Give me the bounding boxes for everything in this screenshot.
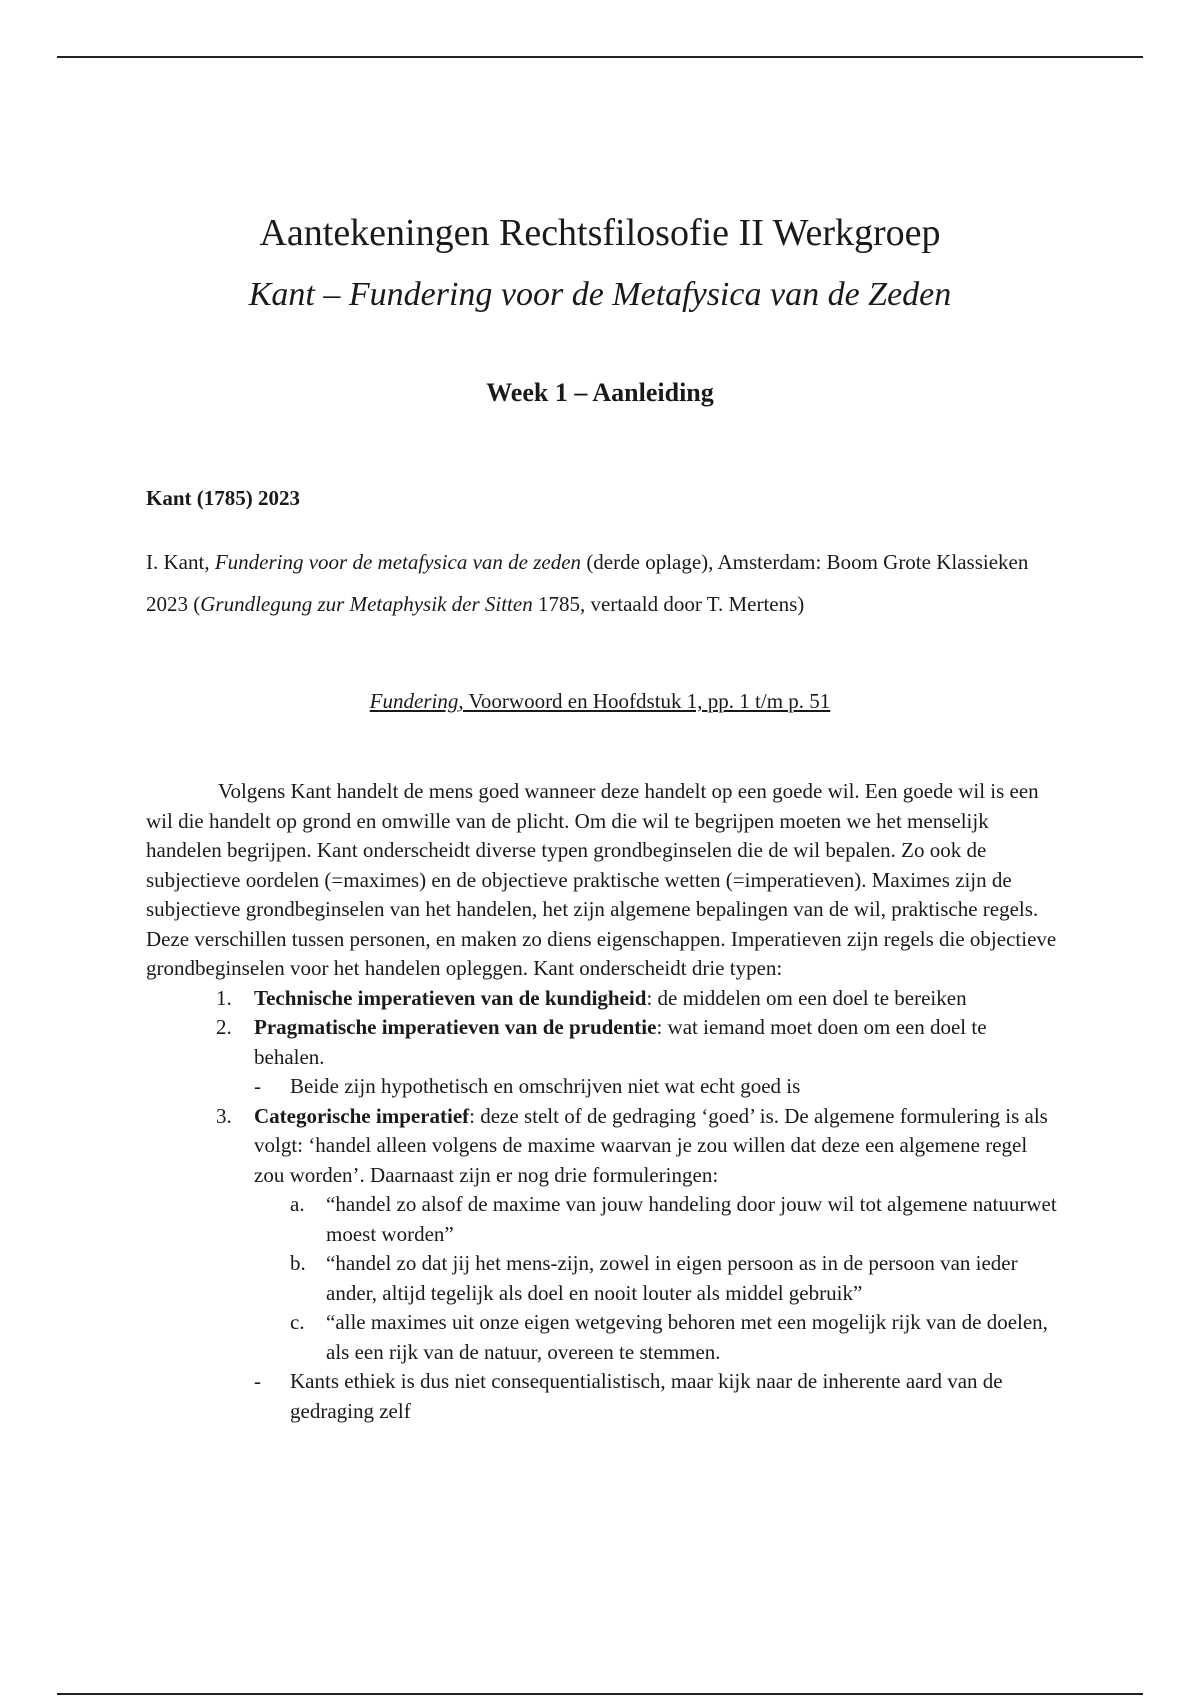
dash-bullet: - (254, 1074, 261, 1098)
list-number: 3. (216, 1103, 232, 1128)
list-term: Technische imperatieven van de kundigheid (254, 985, 647, 1010)
imperatives-list-continued (146, 1102, 1062, 1368)
sub-item (146, 1190, 1062, 1249)
conclusion-note (146, 1367, 1062, 1426)
sub-text: “handel zo dat jij het mens-zijn, zowel in eigen persoon as in de persoon van ieder ander, altijd tegelijk als doel en nooit louter als middel gebruik” (326, 1251, 1018, 1305)
dash-note (146, 1072, 1062, 1102)
list-text: : deze stelt of de gedraging ‘goed’ is. De algemene formulering is als volgt: ‘handel alleen volgens de maxime waarvan je zou willen dat deze een algemene regel zou worden’. Daarnaast zijn er nog drie formuleringen: (254, 1103, 1048, 1187)
sub-letter: c. (290, 1310, 305, 1334)
list-item (146, 984, 1062, 1014)
list-text: : de middelen om een doel te bereiken (646, 985, 967, 1010)
formulations-list (254, 1190, 1062, 1367)
document-title: Aantekeningen Rechtsfilosofie II Werkgroep (259, 212, 941, 254)
section-reference (0, 689, 1200, 714)
list-number: 1. (216, 985, 232, 1010)
dash-text: Beide zijn hypothetisch en omschrijven niet wat echt goed is (290, 1074, 801, 1098)
intro-paragraph: Volgens Kant handelt de mens goed wanneer deze handelt op een goede wil. Een goede wil is een wil die handelt op grond en omwille van de plicht. Om die wil te begrijpen moeten we het menselijk handelen begrijpen. Kant onderscheidt diverse typen grondbeginselen die de wil bepalen. Zo ook de subjectieve oordelen (=maximes) en de objectieve praktische wetten (=imperatieven). Maximes zijn de subjectieve grondbeginselen van het handelen, het zijn algemene bepalingen van de wil, praktische regels. Deze verschillen tussen personen, en maken zo diens eigenschappen. Imperatieven zijn regels die objectieve grondbeginselen voor het handelen opleggen. Kant onderscheidt drie typen: (146, 779, 1057, 980)
top-rule (57, 56, 1143, 58)
citation-mid: (derde oplage), Amsterdam: Boom Grote Klassieken 2023 ( (146, 550, 1029, 616)
citation-title: Fundering voor de metafysica van de zeden (214, 550, 582, 574)
citation-end: 1785, vertaald door T. Mertens) (532, 592, 805, 616)
conclusion-text: Kants ethiek is dus niet consequentialistisch, maar kijk naar de inherente aard van de gedraging zelf (290, 1369, 1003, 1423)
list-number: 2. (216, 1015, 232, 1039)
sub-letter: a. (290, 1192, 305, 1216)
list-term: Categorische imperatief (254, 1103, 470, 1128)
sub-letter: b. (290, 1251, 306, 1275)
sub-item (146, 1249, 1062, 1308)
bottom-rule (57, 1693, 1143, 1695)
list-item (146, 1102, 1062, 1368)
imperatives-list (146, 984, 1062, 1073)
section-reference-italic: Fundering (369, 689, 459, 713)
sub-text: “alle maximes uit onze eigen wetgeving behoren met een mogelijk rijk van de doelen, als een rijk van de natuur, overeen te stemmen. (326, 1310, 1048, 1364)
section-reference-rest: , Voorwoord en Hoofdstuk 1, pp. 1 t/m p. 51 (458, 689, 831, 713)
sub-text: “handel zo alsof de maxime van jouw handeling door jouw wil tot algemene natuurwet moest worden” (326, 1192, 1057, 1246)
list-text: : wat iemand moet doen om een doel te behalen. (254, 1015, 987, 1069)
sub-item (146, 1308, 1062, 1367)
citation (146, 541, 1066, 625)
document-subtitle: Kant – Fundering voor de Metafysica van de Zeden (248, 276, 952, 313)
source-heading: Kant (1785) 2023 (146, 486, 300, 510)
main-text (146, 777, 1062, 1426)
list-term: Pragmatische imperatieven van de prudentie (254, 1015, 657, 1039)
week-heading: Week 1 – Aanleiding (486, 378, 714, 407)
citation-original-title: Grundlegung zur Metaphysik der Sitten (200, 592, 533, 616)
dash-bullet: - (254, 1369, 261, 1393)
citation-author: I. Kant, (146, 550, 215, 574)
list-item (146, 1013, 1062, 1072)
